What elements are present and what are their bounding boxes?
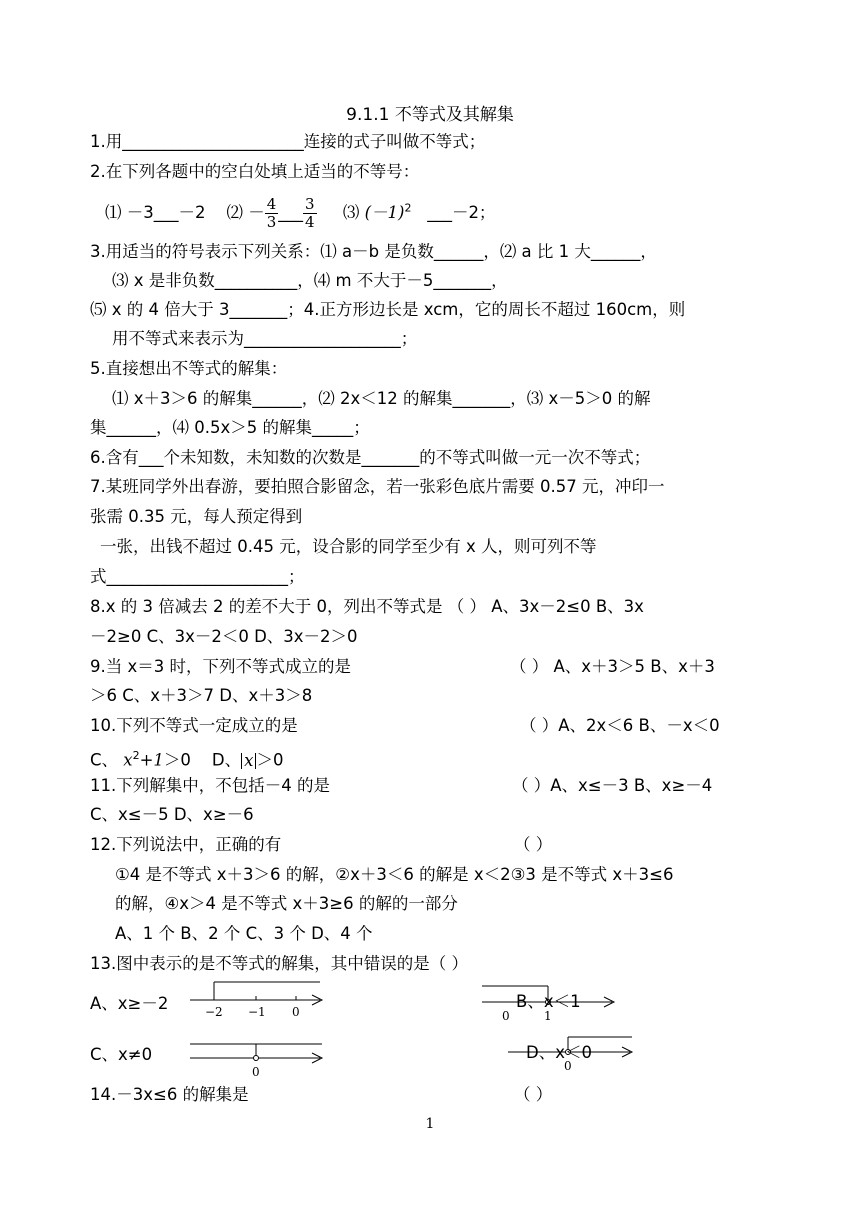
q10-x: x xyxy=(123,750,133,770)
q13-c-label: C、x≠0 xyxy=(90,1045,153,1064)
q12-line3: 的解，④x＞4 是不等式 x＋3≥6 的解的一部分 xyxy=(115,894,458,913)
number-line-c xyxy=(188,1036,330,1086)
fraction-four-thirds xyxy=(265,196,279,231)
q7-line1: 7.某班同学外出春游，要拍照合影留念，若一张彩色底片需要 0.57 元，冲印一 xyxy=(90,477,665,496)
frac2-num: 3 xyxy=(305,195,315,213)
tick-label-neg1: −1 xyxy=(248,1005,266,1019)
q10-plus-one: +1 xyxy=(139,750,164,770)
q2-items xyxy=(105,196,495,231)
tick-label-1-b: 1 xyxy=(544,1009,552,1023)
q10-option-d: D、 xyxy=(211,750,242,770)
q5-stem: 5.直接想出不等式的解集： xyxy=(90,359,288,378)
q13-a-label: A、x≥－2 xyxy=(90,994,169,1013)
q10-stem: 10.下列不等式一定成立的是 xyxy=(90,716,298,735)
q10-line2 xyxy=(90,745,283,772)
q13-b-label: B、x＜1 xyxy=(516,992,581,1011)
q2-item2-prefix: ⑵ xyxy=(226,203,243,222)
q12-options: A、1 个 B、2 个 C、3 个 D、4 个 xyxy=(115,924,373,943)
q2-minus: － xyxy=(248,203,265,222)
page-title: 9.1.1 不等式及其解集 xyxy=(346,105,514,125)
q8-line1: 8.x 的 3 倍减去 2 的差不大于 0，列出不等式是 （ ） A、3x－2≤0 B、3x xyxy=(90,597,644,616)
q13-d-label: D、x＜0 xyxy=(526,1043,592,1062)
q2-item1-blank: ___－2 xyxy=(153,203,206,222)
frac1-num: 4 xyxy=(266,195,277,213)
tick-label-0-b: 0 xyxy=(502,1009,510,1023)
tick-label-0-c: 0 xyxy=(252,1065,260,1079)
q2-stem: 2.在下列各题中的空白处填上适当的不等号： xyxy=(90,162,420,181)
q9-options: （ ） A、x＋3＞5 B、x＋3 xyxy=(510,657,715,676)
q5-line1: ⑴ x＋3＞6 的解集______，⑵ 2x＜12 的解集_______，⑶ x－5＞0 的解 xyxy=(112,389,651,408)
q3-line1: 3.用适当的符号表示下列关系：⑴ a－b 是负数______，⑵ a 比 1 大______， xyxy=(90,242,657,261)
q7-line2: 张需 0.35 元，每人预定得到 xyxy=(90,507,303,526)
number-line-a xyxy=(186,978,328,1026)
q4-line: 用不等式来表示为___________________； xyxy=(112,329,418,348)
q9-stem: 9.当 x＝3 时，下列不等式成立的是 xyxy=(90,657,351,676)
q1-line: 1.用______________________连接的式子叫做不等式； xyxy=(90,132,486,151)
page-number: 1 xyxy=(425,1116,435,1132)
q9-line2: ＞6 C、x＋3＞7 D、x＋3＞8 xyxy=(90,686,313,705)
q7-line4: 式______________________； xyxy=(90,567,305,586)
q10-option-c: C、 xyxy=(90,750,119,770)
frac2-den: 4 xyxy=(305,213,315,231)
q2-mid-blank: ___ xyxy=(278,203,304,222)
q13-stem: 13.图中表示的是不等式的解集，其中错误的是（ ） xyxy=(90,954,468,973)
q5-line2: 集______，⑷ 0.5x＞5 的解集_____； xyxy=(90,418,370,437)
q6-line: 6.含有___个未知数，未知数的次数是_______的不等式叫做一元一次不等式； xyxy=(90,448,651,467)
absolute-value: x xyxy=(241,753,256,769)
q8-line2: －2≥0 C、3x－2＜0 D、3x－2＞0 xyxy=(90,627,358,646)
q2-item1-prefix: ⑴ －3 xyxy=(105,203,154,222)
tick-label-0: 0 xyxy=(292,1005,300,1019)
fraction-three-fourths xyxy=(303,196,317,231)
q12-stem: 12.下列说法中，正确的有 xyxy=(90,835,282,854)
q2-item3-tail: ___－2； xyxy=(427,203,496,222)
q10-gt0-c: ＞0 xyxy=(163,750,191,770)
q12-paren: （ ） xyxy=(514,835,553,854)
power-exponent: 2 xyxy=(404,201,412,215)
q11-options: （ ）A、x≤－3 B、x≥－4 xyxy=(512,776,713,795)
q12-line2: ①4 是不等式 x＋3＞6 的解，②x＋3＜6 的解是 x＜2③3 是不等式 x＋3≤6 xyxy=(115,865,674,884)
q11-stem: 11.下列解集中，不包括－4 的是 xyxy=(90,776,330,795)
q7-line3: 一张，出钱不超过 0.45 元，设合影的同学至少有 x 人，则可列不等 xyxy=(100,537,597,556)
q10-options: （ ）A、2x＜6 B、－x＜0 xyxy=(520,716,720,735)
q14-paren: （ ） xyxy=(514,1085,553,1104)
q10-exp: 2 xyxy=(132,749,140,762)
q11-line2: C、x≤－5 D、x≥－6 xyxy=(90,805,254,824)
tick-label-0-d: 0 xyxy=(564,1059,572,1073)
q14-stem: 14.－3x≤6 的解集是 xyxy=(90,1085,249,1104)
power-base: (－1) xyxy=(364,203,405,222)
q10-gt0-d: ＞0 xyxy=(256,750,284,770)
q2-item3-prefix: ⑶ xyxy=(342,203,360,222)
q3-line3: ⑸ x 的 4 倍大于 3_______；4.正方形边长是 xcm，它的周长不超过 160cm，则 xyxy=(90,300,686,319)
q3-line2: ⑶ x 是非负数__________，⑷ m 不大于－5_______， xyxy=(112,271,508,290)
tick-label-neg2: −2 xyxy=(205,1005,223,1019)
frac1-den: 3 xyxy=(266,213,277,231)
